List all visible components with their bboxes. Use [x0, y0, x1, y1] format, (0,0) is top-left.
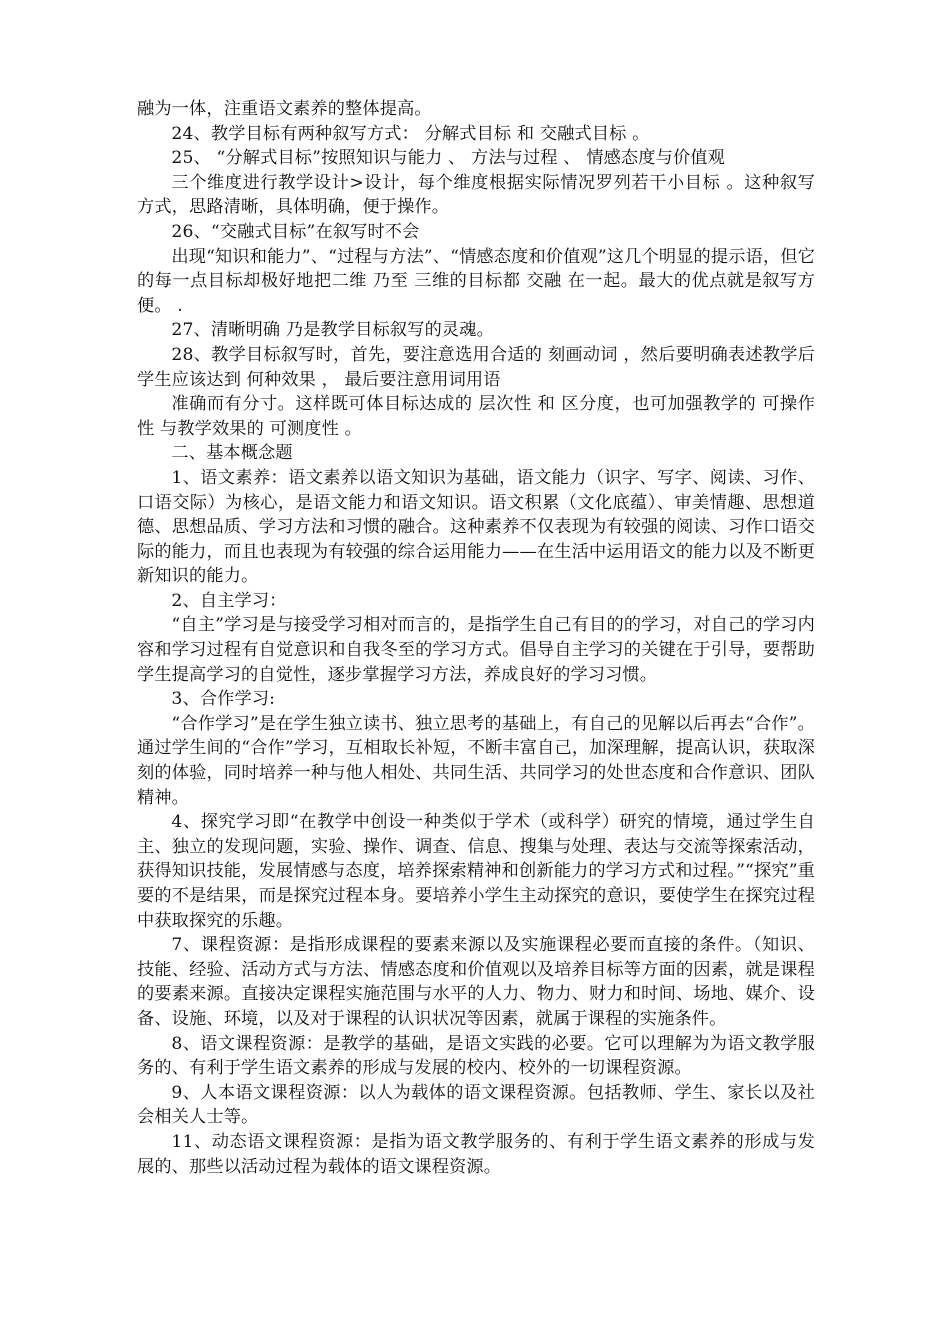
paragraph: 融为一体，注重语文素养的整体提高。 [137, 99, 432, 119]
paragraph: “合作学习”是在学生独立读书、独立思考的基础上，有自己的见解以后再去“合作”。通过学生间的“合作”学习，互相取长补短，不断丰富自己，加深理解，提高认识，获取深刻的体验，同时培养一种与他人相处、共同生活、共同学习的处世态度和合作意识、团队精神。 [137, 713, 815, 808]
section-heading: 二、基本概念题 [171, 443, 293, 464]
paragraph: 25、 “分解式目标”按照知识与能力 、 方法与过程 、 情感态度与价值观 [171, 148, 725, 169]
paragraph: 9、人本语文课程资源：以人为载体的语文课程资源。包括教师、学生、家长以及社会相关人士等。 [137, 1082, 815, 1128]
paragraph: 准确而有分寸。这样既可体目标达成的 层次性 和 区分度，也可加强教学的 可操作性 与教学效果的 可测度性 。 [137, 394, 815, 439]
paragraph: 2、自主学习： [171, 590, 287, 611]
paragraph: 4、探究学习即“在教学中创设一种类似于学术（或科学）研究的情境，通过学生自主、独立的发现问题，实验、操作、调查、信息、搜集与处理、表达与交流等探索活动，获得知识技能，发展情感与态度，培养探索精神和创新能力的学习方式和过程。”“探究”重要的不是结果，而是探究过程本身。要培养小学生主动探究的意识，要使学生在探究过程中获取探究的乐趣。 [137, 812, 815, 931]
paragraph: 8、语文课程资源：是教学的基础，是语文实践的必要。它可以理解为为语文教学服务的、有利于学生语文素养的形成与发展的校内、校外的一切课程资源。 [137, 1033, 815, 1079]
paragraph: 3、合作学习: [171, 689, 276, 710]
paragraph: 27、清晰明确 乃是教学目标叙写的灵魂。 [171, 320, 494, 341]
paragraph: “自主”学习是与接受学习相对而言的，是指学生自己有目的的学习，对自己的学习内容和学习过程有自觉意识和自我冬至的学习方式。倡导自主学习的关键在于引导，要帮助学生提高学习的自觉性，逐步掌握学习方法，养成良好的学习习惯。 [137, 615, 815, 685]
paragraph: 24、教学目标有两种叙写方式： 分解式目标 和 交融式目标 。 [171, 123, 650, 144]
paragraph: 28、教学目标叙写时，首先，要注意选用合适的 刻画动词 ，然后要明确表述教学后学生应该达到 何种效果 ， 最后要注意用词用语 [137, 344, 815, 390]
document-page [137, 97, 815, 1179]
paragraph: 26、“交融式目标”在叙写时不会 [171, 221, 420, 242]
paragraph: 11、动态语文课程资源：是指为语文教学服务的、有利于学生语文素养的形成与发展的、那些以活动过程为载体的语文课程资源。 [137, 1131, 815, 1177]
paragraph: 7、课程资源：是指形成课程的要素来源以及实施课程必要而直接的条件。（知识、技能、经验、活动方式与方法、情感态度和价值观以及培养目标等方面的因素，就是课程的要素来源。直接决定课程实施范围与水平的人力、物力、财力和时间、场地、媒介、设备、设施、环境，以及对于课程的认识状况等因素，就属于课程的实施条件。 [137, 935, 815, 1029]
paragraph: 出现“知识和能力”、“过程与方法”、“情感态度和价值观”这几个明显的提示语，但它的每一点目标却极好地把二维 乃至 三维的目标都 交融 在一起。最大的优点就是叙写方便。 . [137, 246, 815, 316]
paragraph: 三个维度进行教学设计>设计，每个维度根据实际情况罗列若干小目标 。这种叙写方式，思路清晰，具体明确，便于操作。 [137, 172, 815, 218]
paragraph: 1、语文素养：语文素养以语文知识为基础，语文能力（识字、写字、阅读、习作、口语交际）为核心，是语文能力和语文知识。语文积累（文化底蕴）、审美情趣、思想道德、思想品质、学习方法和习惯的融合。这种素养不仅表现为有较强的阅读、习作口语交际的能力，而且也表现为有较强的综合运用能力——在生活中运用语文的能力以及不断更新知识的能力。 [137, 467, 815, 587]
